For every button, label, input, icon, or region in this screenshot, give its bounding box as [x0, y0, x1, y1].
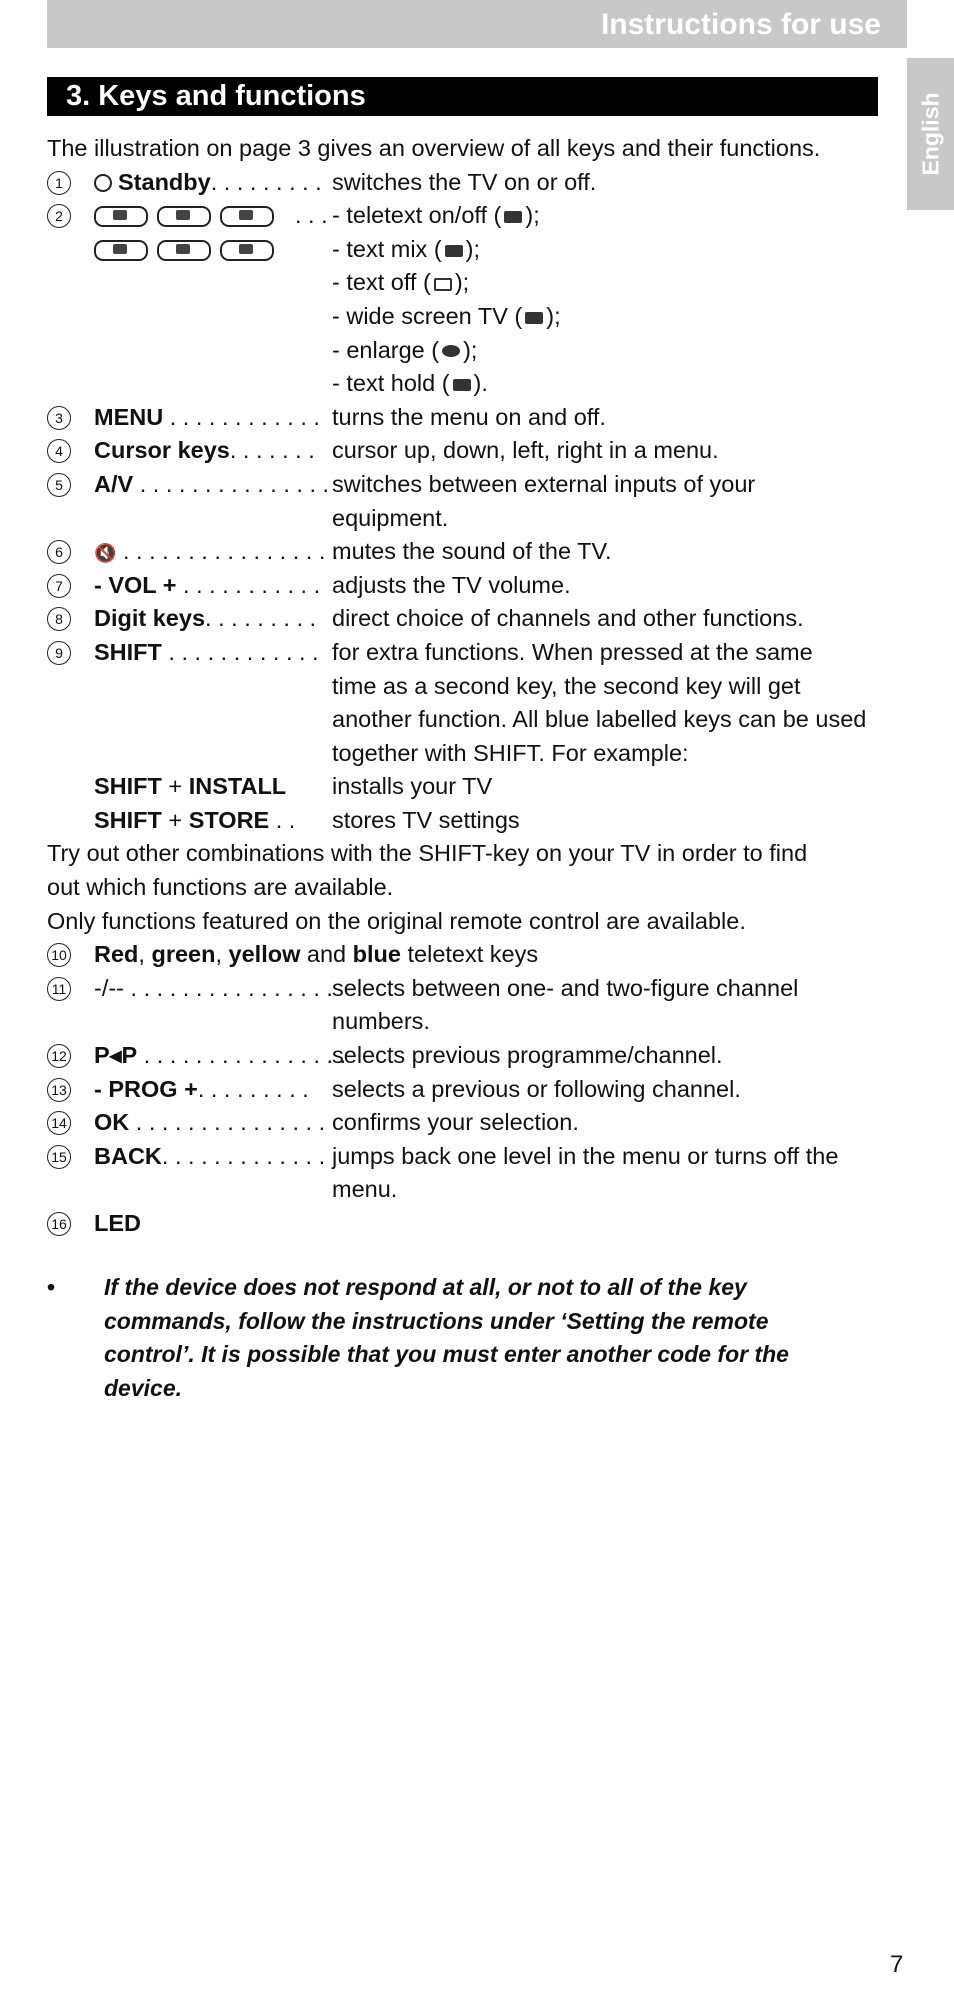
- dot-leader: . . . . . . .: [229, 437, 315, 464]
- wide-screen-icon: [525, 312, 543, 324]
- keys-list: The illustration on page 3 gives an overview of all keys and their functions. 1 Standby. . . . . . . . . switches the TV on or off. 2 . . . - teletext on/off ( ); - text mix ( ); - text off ( ); - wide screen TV ( ); - enlarge ( ); - text hold ( ). 3 MENU . . . . . . . . . . . . turns the menu on and off. 4 Cursor keys. . . . . . . cursor up, down, left, right in a menu. 5 A/V . . . . . . . . . . . . . . . switches between external inputs of your equipment. 6 🔇 . . . . . . . . . . . . . . . . . . mutes the sound of the TV. 7 - VOL + . . . . . . . . . . . adjusts the TV volume. 8 Digit keys. . . . . . . . . direct choice of channels and other functions. 9 SHIFT . . . . . . . . . . . . for extra functions. When pressed at the same time as a second key, the second key will get another function. All blue labelled keys can be used together with SHIFT. For example: SHIFT + INSTALL installs your TV SHIFT + STORE . . stores TV settings Try out other combinations with the SHIFT-key on your TV in order to find out which functions are available. Only functions featured on the original remote control are available. 10 Red, green, yellow and blue teletext keys 11 -/-- . . . . . . . . . . . . . . . . selects between one- and two-figure channel numbers. 12 P◂P . . . . . . . . . . . . . . . . selects previous programme/channel. 13 - PROG +. . . . . . . . . selects a previous or following channel. 14 OK . . . . . . . . . . . . . . . confirms your selection. 15 BACK. . . . . . . . . . . . . jumps back one level in the menu or turns off the menu. 16 LED: [47, 132, 887, 1241]
- sub-text: - text hold (: [332, 370, 450, 397]
- dot-leader: . . . . . . . . . . . . . . .: [139, 470, 330, 497]
- sub-text: - enlarge (: [332, 336, 440, 363]
- dot-leader: . . . . . . . . . . . .: [169, 403, 320, 430]
- key-description: teletext keys: [407, 941, 539, 968]
- sub-text: - wide screen TV (: [332, 302, 523, 329]
- plus-sign: +: [168, 806, 183, 833]
- teletext-buttons-row2: [94, 233, 283, 267]
- key-label: - VOL +: [94, 571, 177, 598]
- text-off-button-icon: [220, 206, 274, 227]
- key-description-cont: time as a second key, the second key will get: [332, 672, 801, 699]
- key-description: adjusts the TV volume.: [332, 571, 571, 598]
- shift-example: [47, 770, 887, 804]
- intro-text: The illustration on page 3 gives an overview of all keys and their functions.: [47, 135, 821, 161]
- list-item: [47, 972, 887, 1006]
- item-number: 11: [47, 977, 71, 1001]
- item-number: 3: [47, 406, 71, 430]
- paragraph: out which functions are available.: [47, 874, 394, 901]
- list-item: [47, 1039, 887, 1073]
- key-description-cont: together with SHIFT. For example:: [332, 739, 689, 766]
- comma: ,: [215, 941, 222, 968]
- key-description-cont: numbers.: [332, 1008, 430, 1035]
- item-number: 6: [47, 540, 71, 564]
- key-label: yellow: [228, 941, 301, 968]
- key-label: LED: [94, 1210, 141, 1236]
- header-title: Instructions for use: [600, 8, 881, 41]
- key-label: STORE: [188, 806, 270, 833]
- power-icon: [94, 174, 112, 192]
- key-description: jumps back one level in the menu or turns off the: [332, 1142, 839, 1169]
- list-item: [47, 636, 887, 670]
- page-number: 7: [890, 1951, 904, 1978]
- key-description-cont: equipment.: [332, 504, 449, 531]
- language-tab-label: English: [917, 92, 943, 176]
- dot-leader: . . . . . . . . . . . . .: [161, 1142, 326, 1169]
- list-item: [47, 434, 887, 468]
- paragraph: Only functions featured on the original remote control are available.: [47, 907, 746, 934]
- list-item: [47, 468, 887, 502]
- key-description: mutes the sound of the TV.: [332, 538, 612, 565]
- dot-leader: . . . . . . . . . . . . . . . . . .: [122, 538, 352, 565]
- text-mix-icon: [445, 245, 463, 257]
- key-label: SHIFT: [94, 806, 162, 833]
- comma: ,: [138, 941, 145, 968]
- key-label: BACK: [94, 1142, 162, 1169]
- list-item: [47, 1106, 887, 1140]
- key-description: selects previous programme/channel.: [332, 1042, 723, 1069]
- shift-example: [47, 804, 887, 838]
- key-label: green: [151, 941, 216, 968]
- list-item: [47, 602, 887, 636]
- key-description: switches between external inputs of your: [332, 470, 756, 497]
- key-label: OK: [94, 1109, 130, 1136]
- key-label: blue: [352, 941, 401, 968]
- section-title: 3. Keys and functions: [66, 80, 366, 112]
- dot-leader: . . . . . . . . .: [205, 605, 317, 632]
- key-label: SHIFT: [94, 773, 162, 800]
- key-label: Cursor keys: [94, 437, 230, 464]
- dot-leader: . . . . . . . . . . . . . . . .: [130, 974, 333, 1001]
- bullet-icon: •: [47, 1274, 56, 1300]
- enlarge-button-icon: [157, 240, 211, 261]
- item-number: 5: [47, 473, 71, 497]
- key-description: selects between one- and two-figure channel: [332, 974, 799, 1001]
- dot-leader: . . .: [295, 202, 328, 229]
- key-description: turns the menu on and off.: [332, 403, 606, 430]
- key-description: direct choice of channels and other functions.: [332, 605, 804, 632]
- item-number: 8: [47, 607, 71, 631]
- teletext-buttons-row1: [94, 199, 283, 233]
- key-description: installs your TV: [332, 773, 493, 800]
- dot-leader: . . . . . . . . . . . . . . .: [135, 1109, 326, 1136]
- key-label: SHIFT: [94, 638, 162, 665]
- list-item: [47, 569, 887, 603]
- item-number: 1: [47, 171, 71, 195]
- list-item: 2 . . . - teletext on/off ( );: [47, 199, 887, 233]
- key-description: confirms your selection.: [332, 1109, 579, 1136]
- list-item: [47, 535, 887, 569]
- item-number: 12: [47, 1044, 71, 1068]
- key-description: cursor up, down, left, right in a menu.: [332, 437, 719, 464]
- text-mix-button-icon: [157, 206, 211, 227]
- teletext-icon: [504, 211, 522, 223]
- item-number: 4: [47, 439, 71, 463]
- item-number: 16: [47, 1212, 71, 1236]
- key-label: MENU: [94, 403, 164, 430]
- item-number: 13: [47, 1078, 71, 1102]
- teletext-button-icon: [94, 206, 148, 227]
- section-title-bar: [47, 77, 878, 116]
- key-description-cont: menu.: [332, 1176, 398, 1203]
- list-item: [47, 1140, 887, 1174]
- key-label: Standby: [118, 168, 211, 195]
- conjunction: and: [306, 941, 347, 968]
- enlarge-icon: [442, 345, 460, 357]
- key-label: INSTALL: [188, 773, 287, 800]
- key-description: stores TV settings: [332, 806, 520, 833]
- item-number: 10: [47, 943, 71, 967]
- key-description: for extra functions. When pressed at the same: [332, 638, 813, 665]
- key-label: Digit keys: [94, 605, 206, 632]
- key-label: P◂P: [94, 1042, 138, 1069]
- item-number: 9: [47, 641, 71, 665]
- language-tab: [907, 58, 954, 210]
- list-item: [47, 1073, 887, 1107]
- key-description: switches the TV on or off.: [332, 168, 597, 195]
- text-off-icon: [434, 278, 452, 291]
- key-description-cont: another function. All blue labelled keys can be used: [332, 706, 867, 733]
- item-number: 7: [47, 574, 71, 598]
- paragraph: Try out other combinations with the SHIFT-key on your TV in order to find: [47, 840, 808, 867]
- list-item: [47, 166, 887, 200]
- key-label: - PROG +: [94, 1075, 198, 1102]
- item-number: 15: [47, 1145, 71, 1169]
- key-label: -/--: [94, 974, 125, 1001]
- sub-text: - teletext on/off (: [332, 202, 502, 229]
- dot-leader: . . . . . . . . .: [210, 168, 322, 195]
- sub-text: - text mix (: [332, 235, 442, 262]
- list-item: [47, 401, 887, 435]
- wide-screen-button-icon: [94, 240, 148, 261]
- mute-icon: 🔇: [94, 543, 117, 564]
- text-hold-button-icon: [220, 240, 274, 261]
- key-label: Red: [94, 941, 139, 968]
- list-item: [47, 1207, 887, 1241]
- dot-leader: . . . . . . . . .: [197, 1075, 309, 1102]
- dot-leader: . . . . . . . . . . . .: [168, 638, 319, 665]
- sub-text: - text off (: [332, 269, 431, 296]
- item-number: 2: [47, 204, 71, 228]
- key-description: selects a previous or following channel.: [332, 1075, 741, 1102]
- dot-leader: . . . . . . . . . . .: [183, 571, 321, 598]
- note-text: If the device does not respond at all, or not to all of the key commands, follow the instructions under ‘Setting the remote control’. It is possible that you must enter another code for the device.: [104, 1274, 789, 1401]
- text-hold-icon: [453, 379, 471, 391]
- key-label: A/V: [94, 470, 134, 497]
- dot-leader: . .: [275, 806, 296, 833]
- plus-sign: +: [168, 773, 183, 800]
- item-number: 14: [47, 1111, 71, 1135]
- dot-leader: . . . . . . . . . . . . . . . .: [143, 1042, 347, 1069]
- list-item: [47, 938, 887, 972]
- note-block: [47, 1271, 857, 1405]
- header-bar: [47, 0, 907, 48]
